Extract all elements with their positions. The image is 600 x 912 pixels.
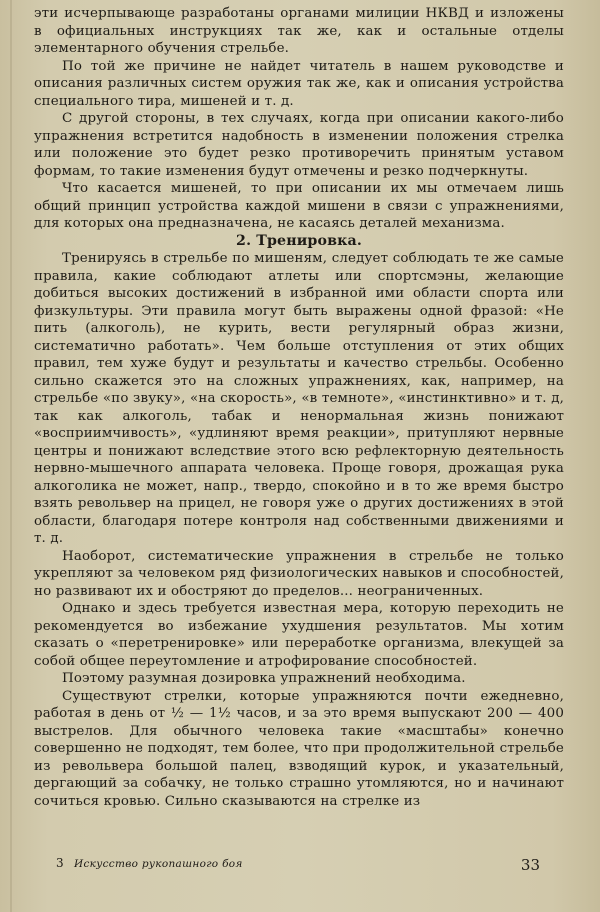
paragraph: С другой стороны, в тех случаях, когда при описании какого-либо упражнения встретится надобность в изменении положения стрелка или положение это будет резко противоречить принятым уставом формам, то такие изменения будут отмечены и резко подчеркнуты. <box>34 111 564 179</box>
page-number: 33 <box>520 856 540 874</box>
signature-title: Искусство рукопашного боя <box>74 858 243 870</box>
paragraph: По той же причине не найдет читатель в нашем руководстве и описания различных систем оружия так же, как и описания устройства специального тира, мишеней и т. д. <box>34 58 564 109</box>
paragraph: Однако и здесь требуется известная мера, которую переходить не рекомендуется во избежание ухудшения результатов. Мы хотим сказать о «перетренировке» или переработке организма, влекущей за собой общее переутомление и атрофирование способностей. <box>34 601 564 669</box>
paragraph: Наоборот, систематические упражнения в стрельбе не только укрепляют за человеком ряд физиологических навыков и способностей, но развивают их и обостряют до пределов... неограниченных. <box>34 548 564 599</box>
paragraph: Поэтому разумная дозировка упражнений необходима. <box>62 671 466 686</box>
signature-number: 3 <box>56 856 64 870</box>
paragraph: Тренируясь в стрельбе по мишеням, следует соблюдать те же самые правила, какие соблюдают атлеты или спортсмэны, желающие добиться высоких достижений в избранной ими области спорта или физкультуры. Эти правила могут быть выражены одной фразой: «Не пить (алкоголь), не курить, вести регулярный образ жизни, систематично работать». Чем больше отступления от этих общих правил, тем хуже будут и результаты и качество стрельбы. Особенно сильно скажется это на сложных упражнениях, как, например, на стрельбе «по звуку», «на скорость», «в темноте», «инстинктивно» и т. д, так как алкоголь, табак и ненормальная жизнь понижают «восприимчивость», «удлиняют время реакции», притупляют нервные центры и понижают вследствие этого всю рефлекторную деятельность нервно-мышечного аппарата человека. Проще говоря, дрожащая рука алкоголика не может, напр., твердо, спокойно и в то же время быстро взять револьвер на прицел, не говоря уже о других достижениях в этой области, благодаря потере контроля над собственными движениями и т. д. <box>34 251 564 546</box>
paragraph: эти исчерпывающе разработаны органами милиции НКВД и изложены в официальных инструкциях так же, как и остальные отделы элементарного обучения стрельбе. <box>34 6 564 56</box>
paragraph: Что касается мишеней, то при описании их мы отмечаем лишь общий принцип устройства каждой мишени в связи с упражнениями, для которых она предназначена, не касаясь деталей механизма. <box>34 181 564 231</box>
page-footer <box>34 856 560 878</box>
paragraph: Существуют стрелки, которые упражняются почти ежедневно, работая в день от ½ — 1½ часов, и за это время выпускают 200 — 400 выстрелов. Для обычного человека такие «масштабы» конечно совершенно не подходят, тем более, что при продолжительной стрельбе из револьвера большой палец, взводящий курок, и указательный, дергающий за собачку, не только страшно утомляются, но и начинают сочиться кровью. Сильно сказываются на стрелке из <box>34 688 564 809</box>
page-body <box>34 5 564 810</box>
section-title: 2. Тренировка. <box>236 232 362 249</box>
